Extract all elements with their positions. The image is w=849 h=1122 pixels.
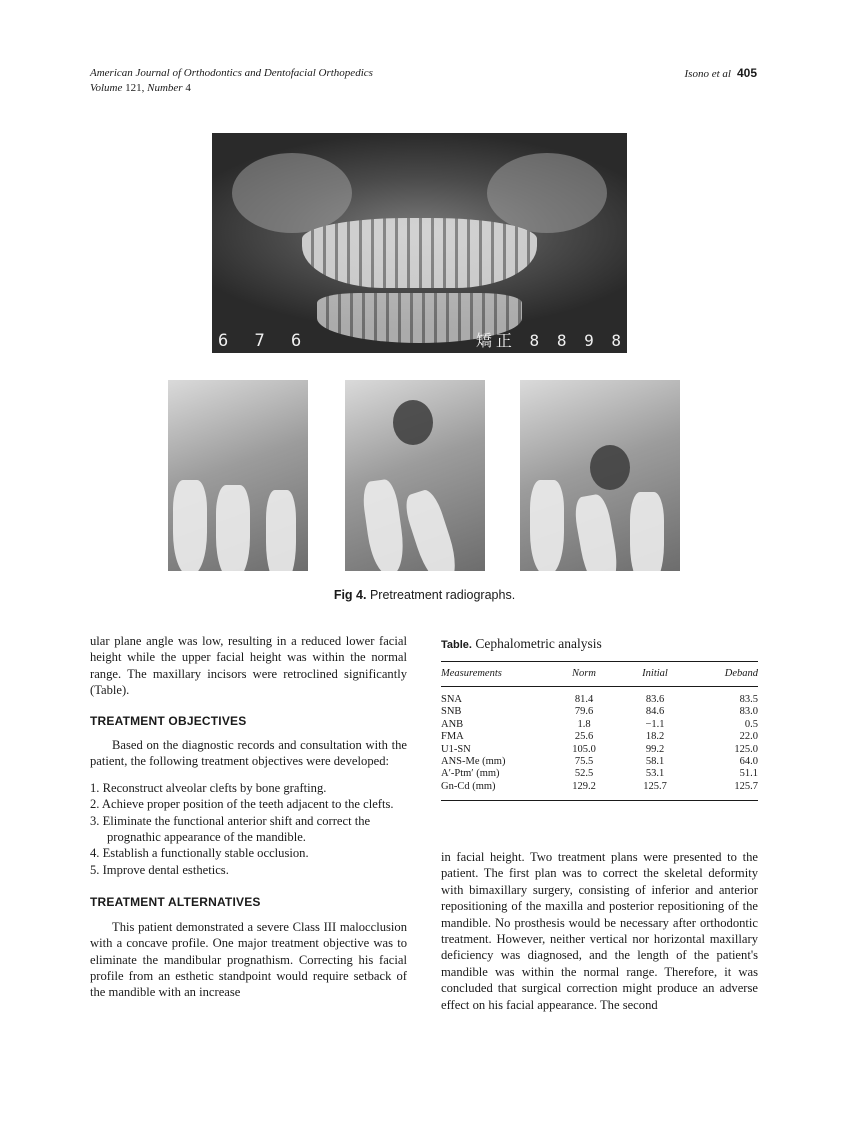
figure-caption — [0, 588, 849, 602]
table-cell: U1-SN — [441, 743, 471, 755]
incisor-image — [572, 493, 622, 571]
upper-dentition — [302, 218, 537, 288]
table-row — [441, 756, 758, 768]
table-cell: 129.2 — [572, 780, 596, 792]
table-label: Table. — [441, 639, 472, 651]
cleft-radiolucency — [590, 445, 630, 490]
alternatives-paragraph: This patient demonstrated a severe Class III malocclusion with a concave profile. One major treatment objective was to eliminate the mandibular prognathism. Correcting his facial profile from an esthetic standpoint would require setback of the mandible with an increase — [90, 919, 407, 1000]
table-cell: ANB — [441, 718, 464, 730]
periapical-radiograph-2 — [345, 380, 485, 571]
table-cell: 81.4 — [574, 694, 594, 705]
list-item: 2. Achieve proper position of the teeth adjacent to the clefts. — [90, 797, 394, 812]
table-cell: A′-Ptm′ (mm) — [441, 768, 500, 780]
table-header-row — [441, 662, 758, 687]
table-cell: 58.1 — [645, 756, 665, 768]
list-item: 5. Improve dental esthetics. — [90, 862, 229, 877]
section-heading-alternatives: TREATMENT ALTERNATIVES — [90, 895, 261, 910]
table-bottom-rule — [441, 801, 758, 803]
number-prefix: Number — [147, 82, 183, 94]
panoramic-radiograph — [212, 133, 627, 353]
table-cell: 83.5 — [739, 694, 758, 705]
treatment-plan-paragraph: in facial height. Two treatment plans were presented to the patient. The first plan was to correct the skeletal deformity with bimaxillary surgery, consisting of inferior and anterior repositioning of the maxilla and posterior repositioning of the mandible. No prosthesis would be necessary after orthodontic treatment. However, neither vertical nor horizontal maxillary deficiency was diagnosed, and the length of the patient's mandible was within the normal range. Therefore, it was concluded that surgical correction might produce an adverse effect on his facial appearance. The second — [441, 850, 758, 1012]
volume-prefix: Volume — [90, 82, 123, 94]
table-cell: FMA — [441, 731, 464, 743]
issue-number: 4 — [185, 82, 191, 94]
table-cell: SNA — [441, 694, 463, 705]
table-cell: 52.5 — [574, 768, 594, 780]
table — [441, 661, 758, 802]
radiograph-id-left: 6 7 6 — [218, 331, 310, 351]
authors: Isono et al — [684, 68, 731, 80]
table-cell: 1.8 — [577, 718, 591, 730]
table-cell: 125.0 — [734, 743, 758, 755]
table-title-text: Cephalometric analysis — [475, 636, 602, 651]
table-cell: SNB — [441, 706, 462, 718]
journal-volume-line — [90, 81, 373, 96]
figure-label: Fig 4. — [333, 588, 367, 602]
incisor-image — [401, 487, 463, 571]
table-cell: 25.6 — [574, 731, 594, 743]
table-row — [441, 731, 758, 743]
table-row — [441, 719, 758, 731]
running-header-journal — [90, 66, 373, 96]
column-header: Initial — [617, 662, 693, 687]
table-cell: 0.5 — [744, 718, 758, 730]
intro-paragraph: ular plane angle was low, resulting in a reduced lower facial height while the upper facial height was within the normal range. The maxillary incisors were retroclined significantly (Table). — [90, 634, 407, 698]
journal-title: American Journal of Orthodontics and Dentofacial Orthopedics — [90, 67, 373, 79]
cephalometric-table — [441, 636, 758, 802]
table-cell: 64.0 — [739, 756, 758, 768]
maxillary-sinus-left — [232, 153, 352, 233]
incisor-image — [216, 485, 250, 571]
incisor-image — [630, 492, 664, 571]
table-row — [441, 706, 758, 718]
table-row — [441, 744, 758, 756]
table-cell: ANS-Me (mm) — [441, 756, 506, 768]
volume-number: 121, — [125, 82, 145, 94]
table-cell: 105.0 — [572, 743, 596, 755]
table-cell: −1.1 — [645, 718, 665, 730]
list-item: 1. Reconstruct alveolar clefts by bone grafting. — [90, 780, 327, 795]
table-cell: 84.6 — [645, 706, 665, 718]
table-row — [441, 687, 758, 707]
table-cell: 75.5 — [574, 756, 594, 768]
table-cell: 125.7 — [734, 780, 758, 792]
incisor-image — [530, 480, 564, 571]
maxillary-sinus-right — [487, 153, 607, 233]
table-row — [441, 781, 758, 801]
cleft-radiolucency — [393, 400, 433, 445]
table-cell: 51.1 — [739, 768, 758, 780]
column-header: Norm — [551, 662, 617, 687]
list-item: 3. Eliminate the functional anterior shift and correct the prognathic appearance of the mandible. — [90, 813, 371, 845]
table-rule — [441, 801, 758, 803]
table-cell: 79.6 — [574, 706, 594, 718]
table-cell: 18.2 — [645, 731, 665, 743]
table-cell: 99.2 — [645, 743, 665, 755]
table-title — [441, 636, 758, 652]
radiograph-id-right: 矯正 8 8 9 8 — [475, 331, 625, 350]
periapical-radiograph-1 — [168, 380, 308, 571]
column-header: Deband — [693, 662, 758, 687]
figure-caption-text: Pretreatment radiographs. — [369, 588, 516, 602]
incisor-image — [266, 490, 296, 571]
table-cell: 125.7 — [643, 780, 667, 792]
incisor-image — [361, 478, 408, 571]
table-cell: Gn-Cd (mm) — [441, 780, 496, 792]
table-row — [441, 768, 758, 780]
running-header-page — [685, 66, 757, 80]
list-item: 4. Establish a functionally stable occlusion. — [90, 846, 309, 861]
table-cell: 83.6 — [645, 694, 665, 705]
table-cell: 22.0 — [739, 731, 758, 743]
table-cell: 53.1 — [645, 768, 665, 780]
incisor-image — [173, 480, 207, 571]
periapical-radiograph-3 — [520, 380, 680, 571]
objectives-paragraph: Based on the diagnostic records and consultation with the patient, the following treatment objectives were developed: — [90, 738, 407, 769]
right-column — [441, 849, 758, 1013]
section-heading-objectives: TREATMENT OBJECTIVES — [90, 713, 247, 728]
page-number: 405 — [736, 66, 757, 80]
column-header: Measurements — [441, 662, 551, 687]
left-column — [90, 633, 407, 1001]
objectives-list — [90, 780, 407, 878]
table-cell: 83.0 — [739, 706, 758, 718]
